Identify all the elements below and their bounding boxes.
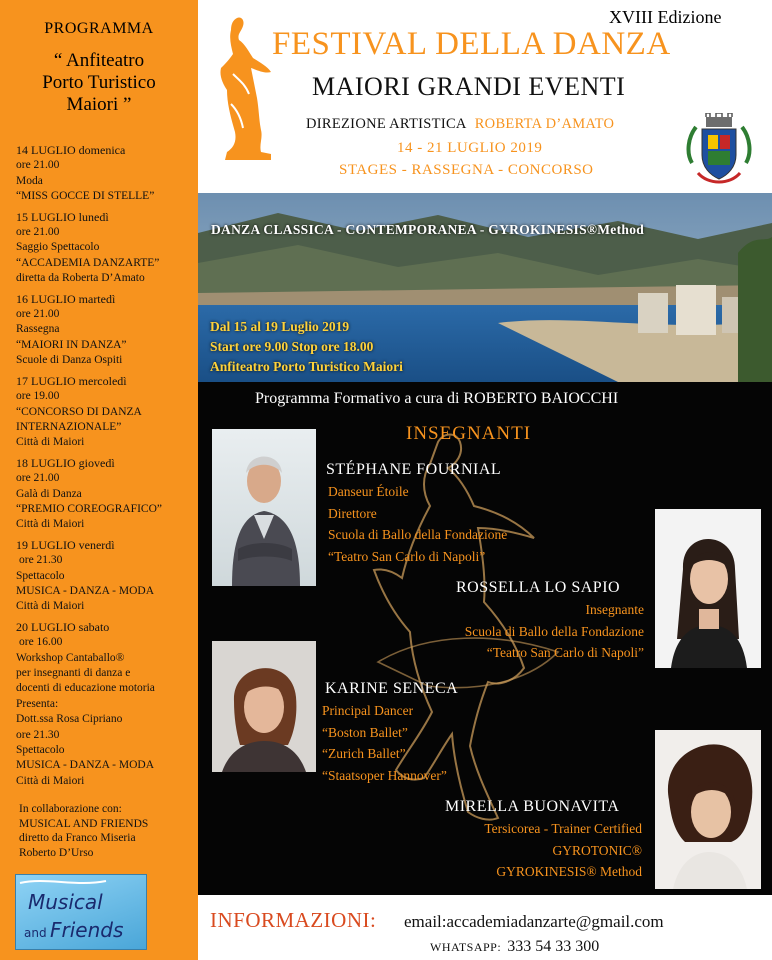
whatsapp-contact[interactable]: WHATSAPP: 333 54 33 300 bbox=[430, 938, 600, 955]
program-day-detail: Spettacolo bbox=[16, 569, 65, 582]
program-day-detail: ore 19.00 bbox=[16, 390, 60, 403]
teacher-name-stephane: STÉPHANE FOURNIAL bbox=[326, 461, 502, 478]
svg-text:and: and bbox=[24, 926, 47, 940]
program-day-detail: “ACCADEMIA DANZARTE” bbox=[16, 256, 160, 269]
organizer-title: MAIORI GRANDI EVENTI bbox=[312, 72, 626, 101]
dancer-silhouette-icon bbox=[215, 14, 275, 164]
program-day-detail: Città di Maiori bbox=[16, 600, 85, 613]
program-day-detail: Dott.ssa Rosa Cipriano bbox=[16, 713, 123, 726]
date-range: 14 - 21 LUGLIO 2019 bbox=[397, 140, 543, 156]
program-day-list bbox=[16, 143, 194, 794]
program-day-detail: ore 16.00 bbox=[19, 636, 63, 649]
teachers-heading: INSEGNANTI bbox=[406, 423, 532, 444]
program-day bbox=[16, 210, 194, 287]
teacher-photo-rossella bbox=[655, 509, 761, 668]
program-day-date: 14 LUGLIO domenica bbox=[16, 143, 126, 157]
collaboration-note: In collaborazione con: MUSICAL AND FRIENDS diretto da Franco Miseria Roberto D’Urso bbox=[19, 803, 149, 859]
program-day-detail: docenti di educazione motoria bbox=[16, 682, 155, 695]
program-day-detail: ore 21.00 bbox=[16, 226, 60, 239]
program-day-detail: ore 21.00 bbox=[16, 308, 60, 321]
program-day-detail: “MAIORI IN DANZA” bbox=[16, 338, 127, 351]
stage-schedule-info: Dal 15 al 19 Luglio 2019 Start ore 9.00 Stop ore 18.00 Anfiteatro Porto Turistico Maiori bbox=[210, 319, 403, 374]
program-day-detail: “PREMIO COREOGRAFICO” bbox=[16, 502, 162, 515]
svg-text:Musical: Musical bbox=[28, 890, 103, 914]
program-day-detail: MUSICA - DANZA - MODA bbox=[16, 584, 155, 597]
program-day bbox=[16, 456, 194, 533]
program-day-detail: Città di Maiori bbox=[16, 436, 85, 449]
program-sidebar bbox=[0, 0, 198, 960]
program-day bbox=[16, 143, 194, 205]
program-day-detail: “CONCORSO DI DANZA bbox=[16, 405, 142, 418]
program-day bbox=[16, 538, 194, 615]
program-day-date: 17 LUGLIO mercoledì bbox=[16, 373, 127, 388]
program-day-detail: per insegnanti di danza e bbox=[16, 667, 131, 679]
program-day-detail: ore 21.00 bbox=[16, 159, 60, 172]
program-day bbox=[16, 620, 194, 789]
program-day-detail: Rassegna bbox=[16, 323, 60, 336]
program-day-detail: ore 21.30 bbox=[19, 554, 63, 567]
svg-text:Friends: Friends bbox=[50, 918, 124, 942]
musical-and-friends-logo bbox=[15, 874, 147, 950]
program-heading: PROGRAMMA bbox=[44, 20, 154, 37]
festival-title: FESTIVAL DELLA DANZA bbox=[272, 26, 671, 62]
training-program-title: Programma Formativo a cura di ROBERTO BAIOCCHI bbox=[255, 390, 619, 407]
program-day-date: 19 LUGLIO venerdì bbox=[16, 537, 115, 552]
program-day-detail: Saggio Spettacolo bbox=[16, 241, 100, 254]
teacher-photo-mirella bbox=[655, 730, 761, 889]
program-day bbox=[16, 374, 194, 451]
program-day-date: 18 LUGLIO giovedì bbox=[16, 455, 115, 470]
city-crest-icon bbox=[684, 113, 754, 188]
venue-title: “ Anfiteatro Porto Turistico Maiori ” bbox=[42, 50, 156, 115]
teacher-roles-mirella: Tersicorea - Trainer Certified GYROTONIC® GYROKINESIS® Method bbox=[484, 821, 642, 879]
program-day-detail: Spettacolo bbox=[16, 744, 65, 757]
event-categories: STAGES - RASSEGNA - CONCORSO bbox=[339, 162, 594, 178]
artistic-direction: DIREZIONE ARTISTICA ROBERTA D’AMATO bbox=[306, 116, 615, 132]
program-day-detail: Galà di Danza bbox=[16, 487, 82, 500]
program-day-detail: ore 21.00 bbox=[16, 472, 60, 485]
program-day-detail: “MISS GOCCE DI STELLE” bbox=[16, 190, 155, 203]
program-day bbox=[16, 292, 194, 369]
program-day-detail: ore 21.30 bbox=[16, 728, 60, 741]
info-label: INFORMAZIONI: bbox=[210, 908, 377, 932]
program-day-detail: Moda bbox=[16, 174, 43, 187]
teacher-roles-rossella: Insegnante Scuola di Ballo della Fondazione “Teatro San Carlo di Napoli” bbox=[464, 602, 644, 660]
program-day-detail: diretta da Roberta D’Amato bbox=[16, 272, 145, 285]
program-day-detail: Workshop Cantaballo® bbox=[16, 651, 125, 664]
program-day-detail: Presenta: bbox=[16, 697, 59, 710]
program-day-detail: Città di Maiori bbox=[16, 518, 85, 531]
program-day-detail: Scuole di Danza Ospiti bbox=[16, 354, 123, 367]
teacher-photo-karine bbox=[212, 641, 316, 772]
teacher-name-rossella: ROSSELLA LO SAPIO bbox=[456, 579, 621, 596]
contact-email[interactable]: email:accademiadanzarte@gmail.com bbox=[404, 912, 664, 931]
teacher-roles-stephane: Danseur Étoile Direttore Scuola di Ballo della Fondazione “Teatro San Carlo di Napoli” bbox=[328, 484, 508, 564]
disciplines-banner: DANZA CLASSICA - CONTEMPORANEA - GYROKINESIS®Method bbox=[211, 222, 645, 237]
program-day-detail: Città di Maiori bbox=[16, 774, 85, 787]
program-day-date: 15 LUGLIO lunedì bbox=[16, 209, 109, 224]
program-day-detail: MUSICA - DANZA - MODA bbox=[16, 759, 155, 772]
program-day-date: 20 LUGLIO sabato bbox=[16, 619, 110, 634]
teacher-name-mirella: MIRELLA BUONAVITA bbox=[445, 798, 620, 815]
teacher-roles-karine: Principal Dancer “Boston Ballet” “Zurich Ballet” “Staatsoper Hannover” bbox=[322, 703, 447, 783]
teacher-photo-stephane bbox=[212, 429, 316, 586]
edition-label: XVIII Edizione bbox=[609, 7, 722, 27]
program-day-date: 16 LUGLIO martedì bbox=[16, 291, 116, 306]
program-day-detail: INTERNAZIONALE” bbox=[16, 420, 122, 433]
teacher-name-karine: KARINE SENECA bbox=[325, 680, 459, 697]
